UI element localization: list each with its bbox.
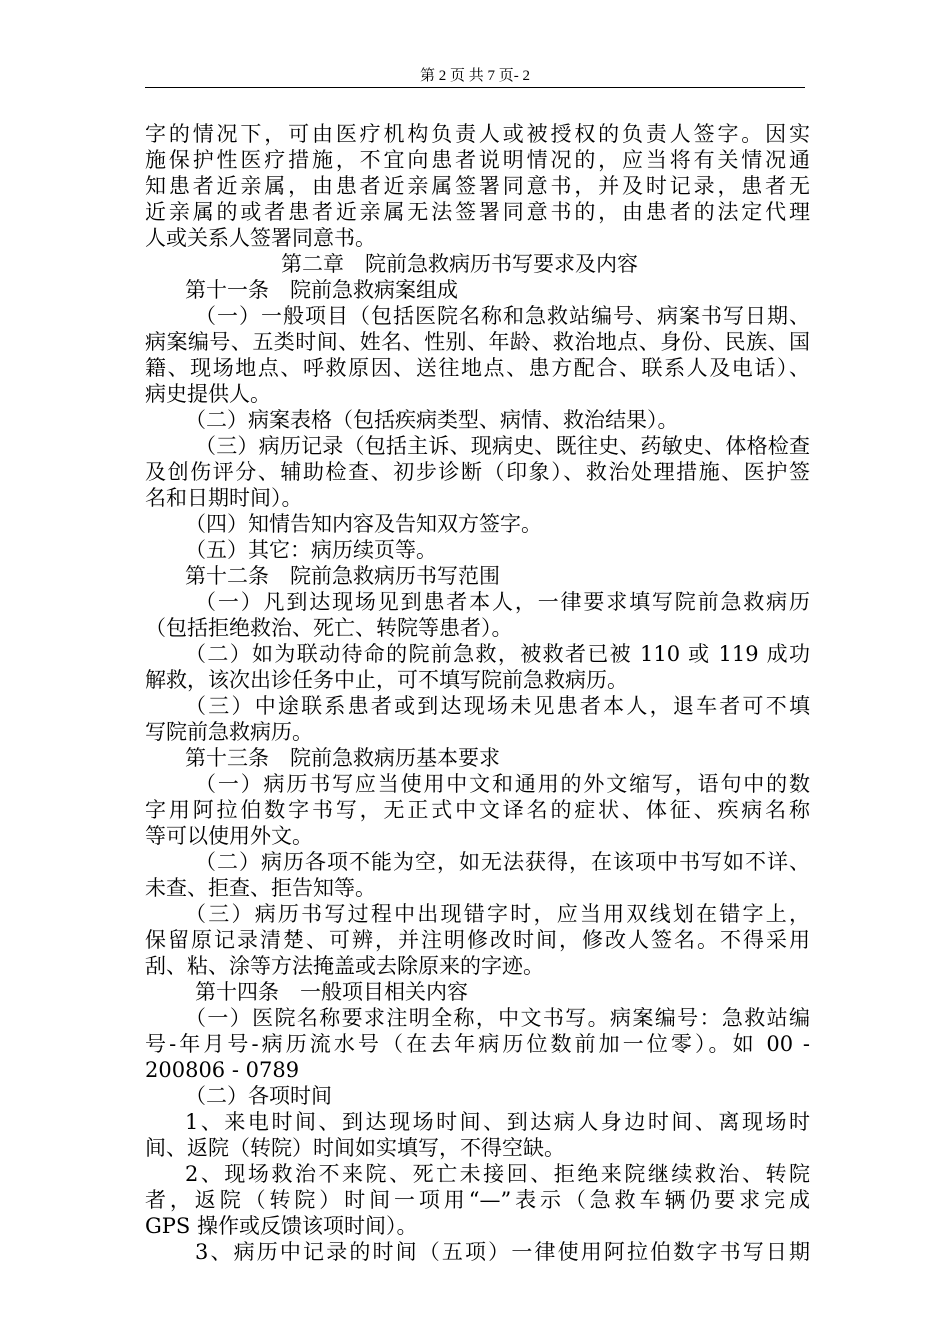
text-line: 人或关系人签署同意书。 bbox=[145, 226, 376, 250]
text-line: 解救，该次出诊任务中止，可不填写院前急救病历。 bbox=[145, 668, 628, 692]
text-line: 施保护性医疗措施，不宜向患者说明情况的，应当将有关情况通 bbox=[145, 148, 810, 172]
text-line: （一）病历书写应当使用中文和通用的外文缩写，语句中的数 bbox=[195, 772, 810, 796]
article-heading: 第十三条 院前急救病历基本要求 bbox=[185, 746, 500, 770]
text-line: （一）凡到达现场见到患者本人，一律要求填写院前急救病历 bbox=[195, 590, 810, 614]
text-line: （一）医院名称要求注明全称，中文书写。病案编号：急救站编 bbox=[185, 1006, 810, 1030]
text-line: GPS 操作或反馈该项时间）。 bbox=[145, 1214, 418, 1238]
page-number-info: 第 2 页 共 7 页- 2 bbox=[420, 68, 530, 84]
article-heading: 第十二条 院前急救病历书写范围 bbox=[185, 564, 500, 588]
header-divider bbox=[145, 87, 805, 88]
text-line: 字用阿拉伯数字书写，无正式中文译名的症状、体征、疾病名称 bbox=[145, 798, 810, 822]
document-body bbox=[145, 121, 810, 1265]
text-line: 号-年月号-病历流水号（在去年病历位数前加一位零）。如 00 - bbox=[145, 1032, 810, 1056]
text-line: 籍、现场地点、呼救原因、送往地点、患方配合、联系人及电话）、 bbox=[145, 356, 810, 380]
article-heading: 第十一条 院前急救病案组成 bbox=[185, 278, 458, 302]
text-line: 3、病历中记录的时间（五项）一律使用阿拉伯数字书写日期 bbox=[195, 1240, 810, 1264]
text-line: 未查、拒查、拒告知等。 bbox=[145, 876, 376, 900]
text-line: 200806 - 0789 bbox=[145, 1058, 300, 1082]
text-line: 等可以使用外文。 bbox=[145, 824, 313, 848]
text-line: 写院前急救病历。 bbox=[145, 720, 313, 744]
text-line: （四）知情告知内容及告知双方签字。 bbox=[185, 512, 542, 536]
text-line: 间、返院（转院）时间如实填写，不得空缺。 bbox=[145, 1136, 565, 1160]
page-header bbox=[0, 66, 950, 86]
text-line: （二）病案表格（包括疾病类型、病情、救治结果）。 bbox=[185, 408, 679, 432]
text-line: （二）病历各项不能为空，如无法获得，在该项中书写如不详、 bbox=[195, 850, 810, 874]
text-line: 近亲属的或者患者近亲属无法签署同意书的，由患者的法定代理 bbox=[145, 200, 810, 224]
text-line: （二）如为联动待命的院前急救，被救者已被 110 或 119 成功 bbox=[185, 642, 810, 666]
text-line: 知患者近亲属，由患者近亲属签署同意书，并及时记录，患者无 bbox=[145, 174, 810, 198]
text-line: （三）中途联系患者或到达现场未见患者本人，退车者可不填 bbox=[185, 694, 810, 718]
article-heading: 第十四条 一般项目相关内容 bbox=[195, 980, 468, 1004]
text-line: 保留原记录清楚、可辨，并注明修改时间，修改人签名。不得采用 bbox=[145, 928, 810, 952]
text-line: 及创伤评分、辅助检查、初步诊断（印象）、救治处理措施、医护签 bbox=[145, 460, 810, 484]
text-line: （五）其它：病历续页等。 bbox=[185, 538, 437, 562]
chapter-heading: 第二章 院前急救病历书写要求及内容 bbox=[281, 252, 638, 276]
text-line: （三）病历书写过程中出现错字时，应当用双线划在错字上， bbox=[185, 902, 810, 926]
text-line: 1、来电时间、到达现场时间、到达病人身边时间、离现场时 bbox=[185, 1110, 810, 1134]
text-line: 者，返院（转院）时间一项用“—”表示（急救车辆仍要求完成 bbox=[145, 1188, 810, 1212]
text-line: 刮、粘、涂等方法掩盖或去除原来的字迹。 bbox=[145, 954, 544, 978]
text-line: 字的情况下，可由医疗机构负责人或被授权的负责人签字。因实 bbox=[145, 122, 810, 146]
text-line: 2、现场救治不来院、死亡未接回、拒绝来院继续救治、转院 bbox=[185, 1162, 810, 1186]
section-heading: （二）各项时间 bbox=[185, 1084, 332, 1108]
text-line: （一）一般项目（包括医院名称和急救站编号、病案书写日期、 bbox=[195, 304, 810, 328]
text-line: 病案编号、五类时间、姓名、性别、年龄、救治地点、身份、民族、国 bbox=[145, 330, 810, 354]
text-line: （包括拒绝救治、死亡、转院等患者）。 bbox=[145, 616, 513, 640]
text-line: （三）病历记录（包括主诉、现病史、既往史、药敏史、体格检查 bbox=[195, 434, 810, 458]
text-line: 病史提供人。 bbox=[145, 382, 271, 406]
text-line: 名和日期时间）。 bbox=[145, 486, 303, 510]
